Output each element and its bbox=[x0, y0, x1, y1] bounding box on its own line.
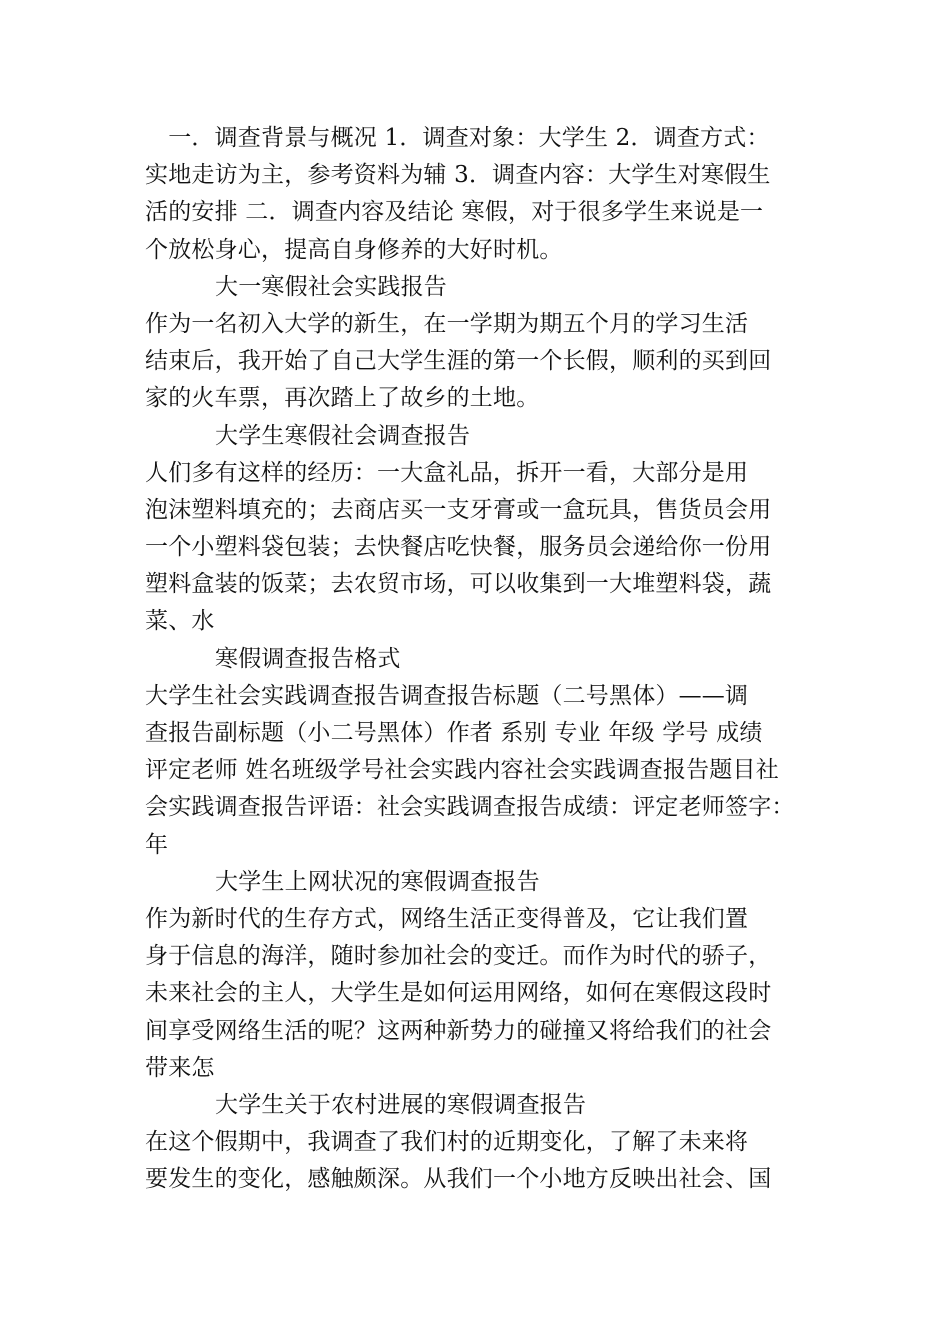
paragraph-line: 泡沫塑料填充的；去商店买一支牙膏或一盒玩具，售货员会用 bbox=[145, 496, 772, 523]
paragraph-line: 在这个假期中，我调查了我们村的近期变化，了解了未来将 bbox=[145, 1129, 749, 1156]
paragraph-line: 带来怎 bbox=[145, 1054, 215, 1081]
paragraph-line: 查报告副标题（小二号黑体）作者 系别 专业 年级 学号 成绩 bbox=[145, 720, 763, 746]
paragraph-line: 作为新时代的生存方式，网络生活正变得普及，它让我们置 bbox=[145, 905, 749, 932]
paragraph-line: 年 bbox=[145, 831, 169, 858]
paragraph-line: 个放松身心，提高自身修养的大好时机。 bbox=[145, 236, 563, 263]
paragraph-line: 未来社会的主人，大学生是如何运用网络，如何在寒假这段时 bbox=[145, 980, 772, 1007]
paragraph-line: 一个小塑料袋包装；去快餐店吃快餐，服务员会递给你一份用 bbox=[145, 534, 772, 561]
paragraph-line: 实地走访为主，参考资料为辅 3．调查内容：大学生对寒假生 bbox=[145, 162, 771, 189]
section-title: 大一寒假社会实践报告 bbox=[215, 273, 447, 300]
section-title: 寒假调查报告格式 bbox=[215, 645, 401, 672]
paragraph-line: 评定老师 姓名班级学号社会实践内容社会实践调查报告题目社 bbox=[145, 757, 779, 784]
paragraph-line: 间享受网络生活的呢？这两种新势力的碰撞又将给我们的社会 bbox=[145, 1017, 772, 1044]
paragraph-line: 人们多有这样的经历：一大盒礼品，拆开一看，大部分是用 bbox=[145, 459, 749, 486]
paragraph-line: 活的安排 二．调查内容及结论 寒假，对于很多学生来说是一 bbox=[145, 199, 764, 226]
paragraph-line: 作为一名初入大学的新生，在一学期为期五个月的学习生活 bbox=[145, 310, 749, 337]
paragraph-line: 塑料盒装的饭菜；去农贸市场，可以收集到一大堆塑料袋，蔬 bbox=[145, 571, 772, 598]
paragraph-line: 一．调查背景与概况 1．调查对象：大学生 2．调查方式： bbox=[145, 125, 770, 151]
paragraph-line: 身于信息的海洋，随时参加社会的变迁。而作为时代的骄子， bbox=[145, 943, 772, 970]
paragraph-line: 结束后，我开始了自己大学生涯的第一个长假，顺利的买到回 bbox=[145, 348, 772, 375]
section-title: 大学生关于农村进展的寒假调查报告 bbox=[215, 1091, 587, 1118]
paragraph-line: 菜、水 bbox=[145, 608, 215, 635]
section-title: 大学生上网状况的寒假调查报告 bbox=[215, 868, 540, 895]
section-title: 大学生寒假社会调查报告 bbox=[215, 422, 471, 449]
paragraph-line: 家的火车票，再次踏上了故乡的土地。 bbox=[145, 385, 540, 412]
paragraph-line: 要发生的变化，感触颇深。从我们一个小地方反映出社会、国 bbox=[145, 1166, 772, 1193]
document-body bbox=[145, 120, 800, 1198]
paragraph-line: 会实践调查报告评语：社会实践调查报告成绩：评定老师签字： bbox=[145, 794, 795, 821]
paragraph-line: 大学生社会实践调查报告调查报告标题（二号黑体）——调 bbox=[145, 682, 749, 709]
